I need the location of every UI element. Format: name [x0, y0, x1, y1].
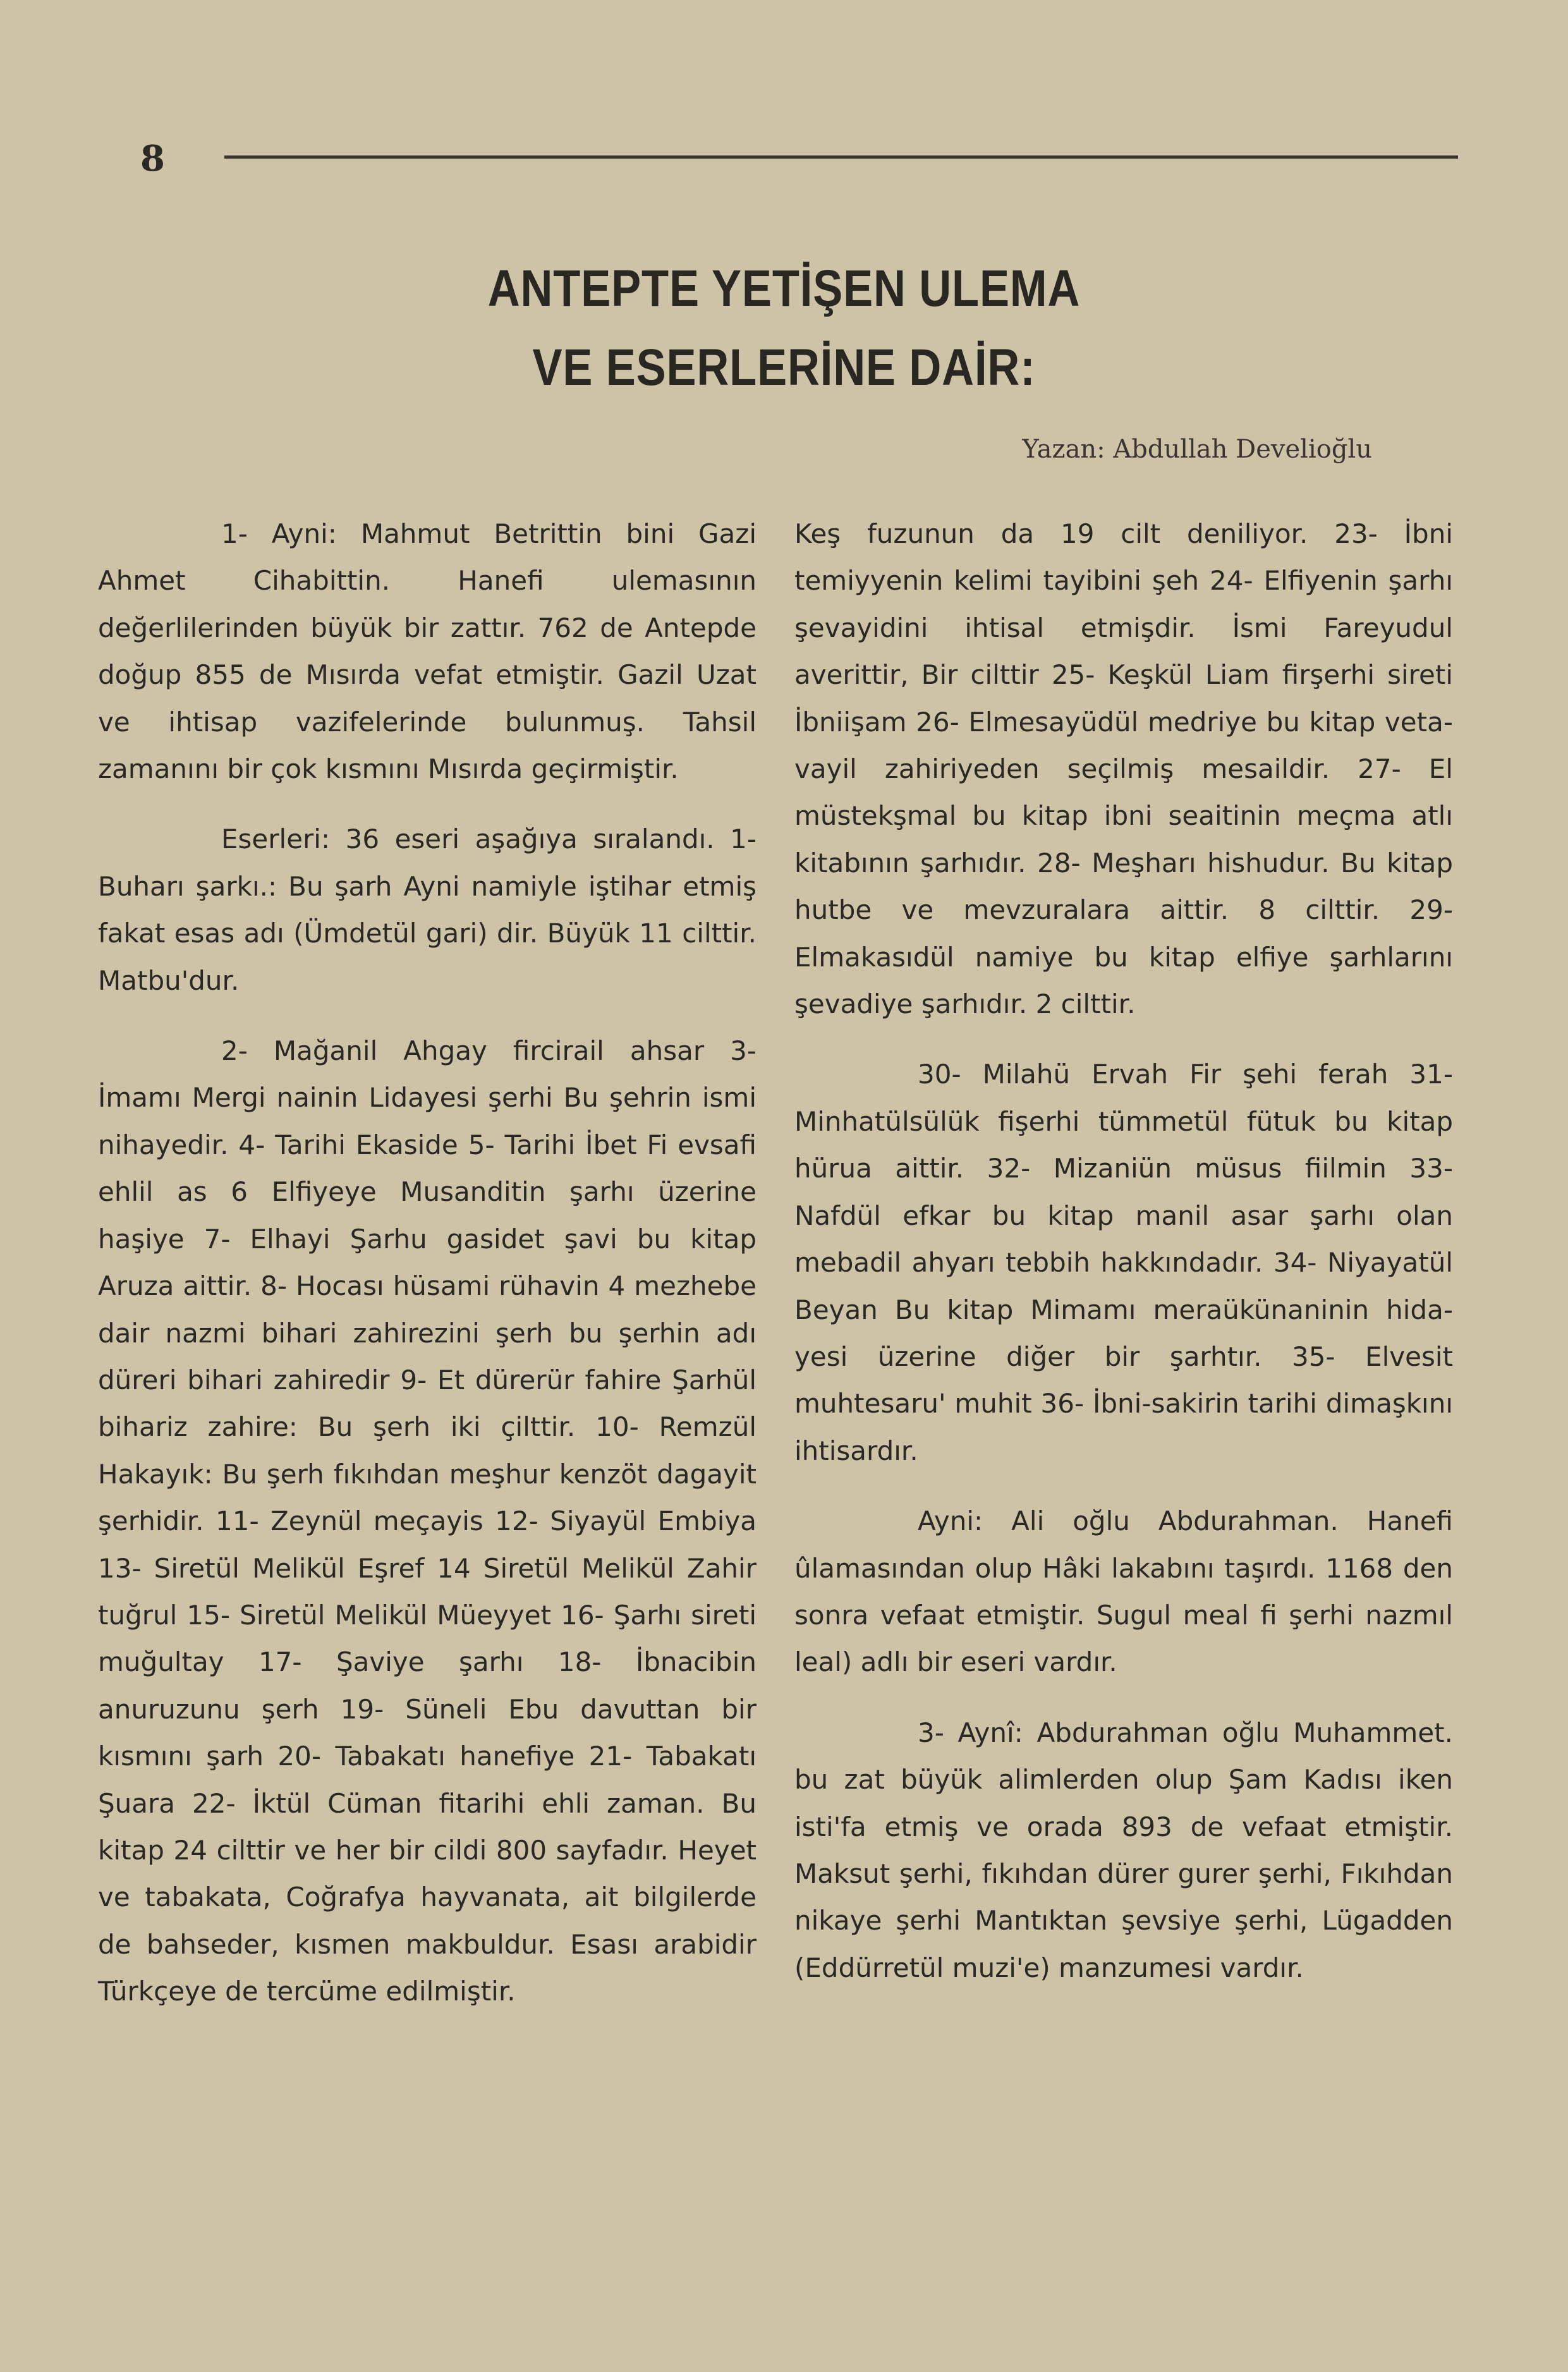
page-number: 8 — [140, 138, 165, 179]
paragraph: Ayni: Ali oğlu Abdurahman. Hanefi ûlamasından olup Hâki lakabını taşırdı. 1168 den sonra vefaat etmiştir. Sugul meal fi şerhi nazmıl leal) adlı bir eseri vardır. — [794, 1505, 1453, 1678]
paragraph: 2- Mağanil Ahgay fircirail ahsar 3- İmamı Mergi nainin Lidayesi şerhi Bu şehrin ismi nihayedir. 4- Tarihi Ekaside 5- Tarihi İbet Fi evsafi ehlil as 6 Elfiyeye Musanditin şarhı üzerine haşiye 7- Elhayi Şarhu gasidet şavi bu kitap Aruza aittir. 8- Hocası hüsami rühavin 4 mezhebe dair nazmi bihari zahirezini şerh bu şerhin adı düreri bihari zahiredir 9- Et dürerür fahire Şarhül bihariz zahire: Bu şerh iki çilttir. 10- Remzül Hakayık: Bu şerh fıkıhdan meşhur kenzöt dagayit şerhidir. 11- Zeynül meçayis 12- Siyayül Embiya 13- Siretül Melikül Eşref 14 Siretül Melikül Zahir tuğrul 15- Siretül Melikül Müeyyet 16- Şarhı sireti muğultay 17- Şaviye şarhı 18- İbnacibin anuruzunu şerh 19- Süneli Ebu davuttan bir kısmını şarh 20- Tabakatı hanefiye 21- Tabakatı Şuara 22- İktül Cüman fitarihi ehli zaman. Bu kitap 24 cilttir ve her bir cildi 800 sayfadır. Heyet ve tabakata, Coğrafya hayvanata, ait bilgilerde de bahseder, kısmen makbuldur. Esası arabidir Türkçeye de tercüme edilmiştir. — [98, 1035, 757, 2007]
paragraph: 1- Ayni: Mahmut Betrittin bini Gazi Ahmet Cihabittin. Hanefi ulemasının değerlilerinden büyük bir zattır. 762 de Antepde doğup 855 de Mısırda vefat etmiştir. Gazil Uzat ve ihtisap vazifelerinde bulunmuş. Tahsil zamanını bir çok kısmını Mısırda geçirmiştir. — [98, 518, 757, 785]
paragraph: Keş fuzunun da 19 cilt deniliyor. 23- İbni temiyyenin kelimi tayibini şeh 24- Elfiyenin şarhı şevayidini ihtisal etmişdir. İsmi Fareyudul averittir, Bir cilttir 25- Keşkül Liam firşerhi sireti İbniişam 26- Elmesayüdül medriye bu kitap vetavayil zahiriyeden seçilmiş mesaildir. 27- El müstekşmal bu kitap ibni seaitinin meçma atlı kitabının şarhıdır. 28- Meşharı hishudur. Bu kitap hutbe ve mevzuralara aittir. 8 cilttir. 29- Elmakasıdül namiye bu kitap elfiye şarhlarını şevadiye şarhıdır. 2 cilttir. — [794, 518, 1453, 1020]
article-title-line-1: ANTEPTE YETİŞEN ULEMA — [487, 260, 1081, 317]
paragraph: Eserleri: 36 eseri aşağıya sıralandı. 1- Buharı şarkı.: Bu şarh Ayni namiyle iştihar etmiş fakat esas adı (Ümdetül gari) dir. Büyük 11 cilttir. Matbu'dur. — [98, 824, 757, 996]
article-title-line-2: VE ESERLERİNE DAİR: — [532, 339, 1036, 396]
left-column — [98, 511, 757, 2016]
right-column — [794, 511, 1453, 1992]
author-line: Yazan: Abdullah Develioğlu — [1022, 435, 1372, 464]
header-rule — [224, 155, 1458, 159]
paragraph: 3- Aynî: Abdurahman oğlu Muhammet. bu zat büyük alimlerden olup Şam Kadısı iken isti'fa etmiş ve orada 893 de vefaat etmiştir. Maksut şerhi, fıkıhdan dürer gurer şerhi, Fıkıhdan nikaye şerhi Mantıktan şevsiye şerhi, Lügadden (Eddürretül muzi'e) manzumesi vardır. — [794, 1717, 1453, 1983]
paragraph: 30- Milahü Ervah Fir şehi ferah 31- Minhatülsülük fişerhi tümmetül fütuk bu kitap hürua aittir. 32- Mizaniün müsus fiilmin 33- Nafdül efkar bu kitap manil asar şarhı olan mebadil ahyarı tebbih hakkındadır. 34- Niyayatül Beyan Bu kitap Mimamı meraükünaninin hidayesi üzerine diğer bir şarhtır. 35- Elvesit muhtesaru' muhit 36- İbni-sakirin tarihi dimaşkını ihtisardır. — [794, 1059, 1453, 1466]
